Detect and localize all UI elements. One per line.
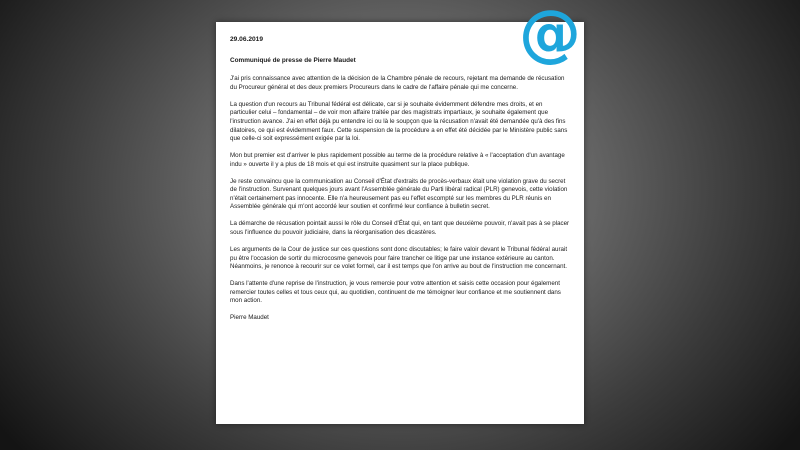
paragraph-5: La démarche de récusation pointait aussi le rôle du Conseil d'État qui, en tant que deuxième pouvoir, n'avait pas à se placer sous l'influence du pouvoir judiciaire, dans la réorganisation des dicastères. (230, 220, 570, 237)
paragraph-2: La question d'un recours au Tribunal fédéral est délicate, car si je souhaite évidemment défendre mes droits, et en particulier celui – fondamental – de voir mon affaire traitée par des magistrats impartiaux, je souhaite également que l'instruction avance. J'ai en effet déjà pu entendre ici ou là le soupçon que la récusation n'avait été demandée qu'à des fins dilatoires, ce qui est évidemment faux. Cette suspension de la procédure a en effet été décidée par le Ministère public sans que celle-ci soit expressément exigée par la loi. (230, 100, 568, 143)
paragraph-4: Je reste convaincu que la communication au Conseil d'État d'extraits de procès-verbaux était une violation grave du secret de l'instruction. Survenant quelques jours avant l'Assemblée générale du Parti libéral radical (PLR) genevois, cette violation n'était certainement pas innocente. Elle n'a heureusement pas eu l'effet escompté sur les membres du PLR réunis en Assemblée générale qui m'ont accordé leur soutien et confirmé leur confiance à bulletin secret. (230, 177, 568, 211)
paragraph-3: Mon but premier est d'arriver le plus rapidement possible au terme de la procédure relative à « l'acceptation d'un avantage indu » ouverte il y a plus de 18 mois et qui est instruite quasiment sur la place publique. (230, 152, 565, 168)
paragraph-7: Dans l'attente d'une reprise de l'instruction, je vous remercie pour votre attention et saisis cette occasion pour également remercier toutes celles et tous ceux qui, au quotidien, continuent de me témoigner leur confiance et me soutiennent dans mon action. (230, 280, 561, 305)
paragraph-1: J'ai pris connaissance avec attention de la décision de la Chambre pénale de recours, rejetant ma demande de récusation du Procureur général et des deux premiers Procureurs dans le cadre de l'affaire pénale qui me concerne. (230, 75, 565, 91)
press-release-page (216, 22, 584, 424)
document-date: 29.06.2019 (230, 36, 264, 43)
document-subject: Communiqué de presse de Pierre Maudet (230, 56, 356, 64)
at-sign-icon: @ (519, 0, 581, 69)
signature: Pierre Maudet (230, 314, 269, 322)
paragraph-6: Les arguments de la Cour de justice sur ces questions sont donc discutables; le faire valoir devant le Tribunal fédéral aurait pu être l'occasion de sortir du microcosme genevois pour faire trancher ce litige par une instance extérieure au canton. Néanmoins, je renonce à recourir sur ce volet formel, car il est temps que l'on arrive au bout de l'instruction me concernant. (230, 246, 568, 271)
